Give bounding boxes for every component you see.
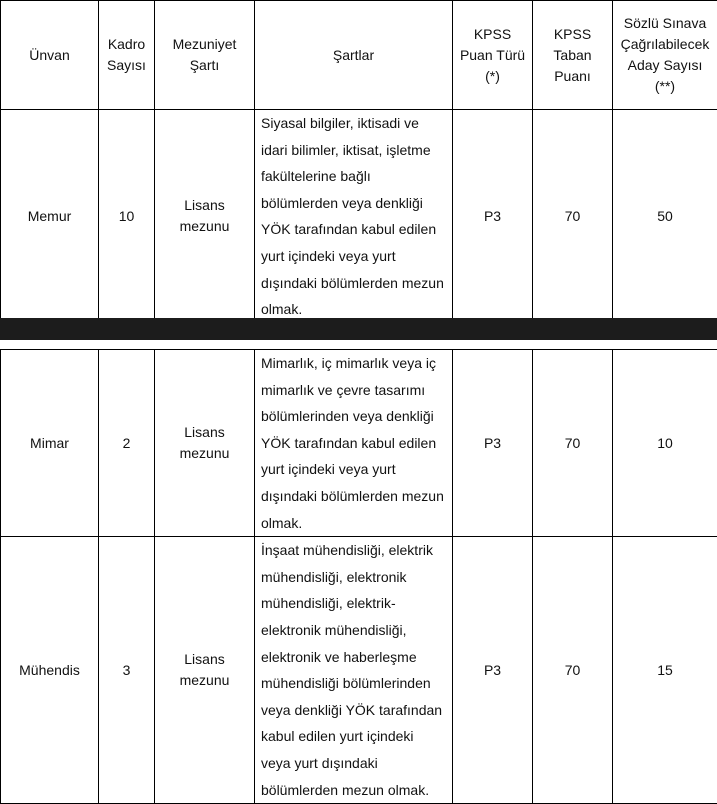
- cell-kadro: 3: [99, 537, 155, 804]
- cell-sartlar: Siyasal bilgiler, iktisadi ve idari bilimler, iktisat, işletme fakültelerine bağlı bölümlerden veya denkliği YÖK tarafından kabul edilen yurt içindeki veya yurt dışındaki bölümlerden mezun olmak.: [255, 110, 453, 324]
- cell-mezuniyet: Lisans mezunu: [155, 350, 255, 537]
- table-row: [1, 350, 717, 537]
- positions-table-bottom: [0, 349, 717, 804]
- header-sartlar: Şartlar: [255, 1, 453, 110]
- header-sozlu-aday-sayisi: Sözlü Sınava Çağrılabilecek Aday Sayısı (**): [613, 1, 717, 110]
- cell-puan-turu: P3: [453, 110, 533, 324]
- cell-puan-turu: P3: [453, 537, 533, 804]
- cell-sartlar: Mimarlık, iç mimarlık veya iç mimarlık ve çevre tasarımı bölümlerinden veya denkliği YÖK tarafından kabul edilen yurt içindeki veya yurt dışındaki bölümlerden mezun olmak.: [255, 350, 453, 537]
- header-kadro-sayisi: Kadro Sayısı: [99, 1, 155, 110]
- header-kpss-taban-puani: KPSS Taban Puanı: [533, 1, 613, 110]
- table-fragment-bottom: [0, 349, 717, 804]
- table-fragment-top: [0, 0, 717, 324]
- header-kpss-puan-turu: KPSS Puan Türü (*): [453, 1, 533, 110]
- cell-kadro: 10: [99, 110, 155, 324]
- cell-aday-sayisi: 15: [613, 537, 717, 804]
- cell-aday-sayisi: 10: [613, 350, 717, 537]
- cell-sartlar: İnşaat mühendisliği, elektrik mühendisliği, elektronik mühendisliği, elektrik-elektronik mühendisliği, elektronik ve haberleşme mühendisliği bölümlerinden veya denkliği YÖK tarafından kabul edilen yurt içindeki veya yurt dışındaki bölümlerden mezun olmak.: [255, 537, 453, 804]
- positions-table-top: [0, 0, 717, 324]
- header-mezuniyet-sarti: Mezuniyet Şartı: [155, 1, 255, 110]
- cell-mezuniyet: Lisans mezunu: [155, 537, 255, 804]
- cell-unvan: Memur: [1, 110, 99, 324]
- cell-puan-turu: P3: [453, 350, 533, 537]
- table-header-row: [1, 1, 717, 110]
- table-row: [1, 537, 717, 804]
- cell-unvan: Mühendis: [1, 537, 99, 804]
- cell-mezuniyet: Lisans mezunu: [155, 110, 255, 324]
- cell-aday-sayisi: 50: [613, 110, 717, 324]
- table-row: [1, 110, 717, 324]
- header-unvan: Ünvan: [1, 1, 99, 110]
- cell-taban-puani: 70: [533, 110, 613, 324]
- page-break-band: [0, 318, 717, 340]
- cell-unvan: Mimar: [1, 350, 99, 537]
- cell-kadro: 2: [99, 350, 155, 537]
- cell-taban-puani: 70: [533, 537, 613, 804]
- cell-taban-puani: 70: [533, 350, 613, 537]
